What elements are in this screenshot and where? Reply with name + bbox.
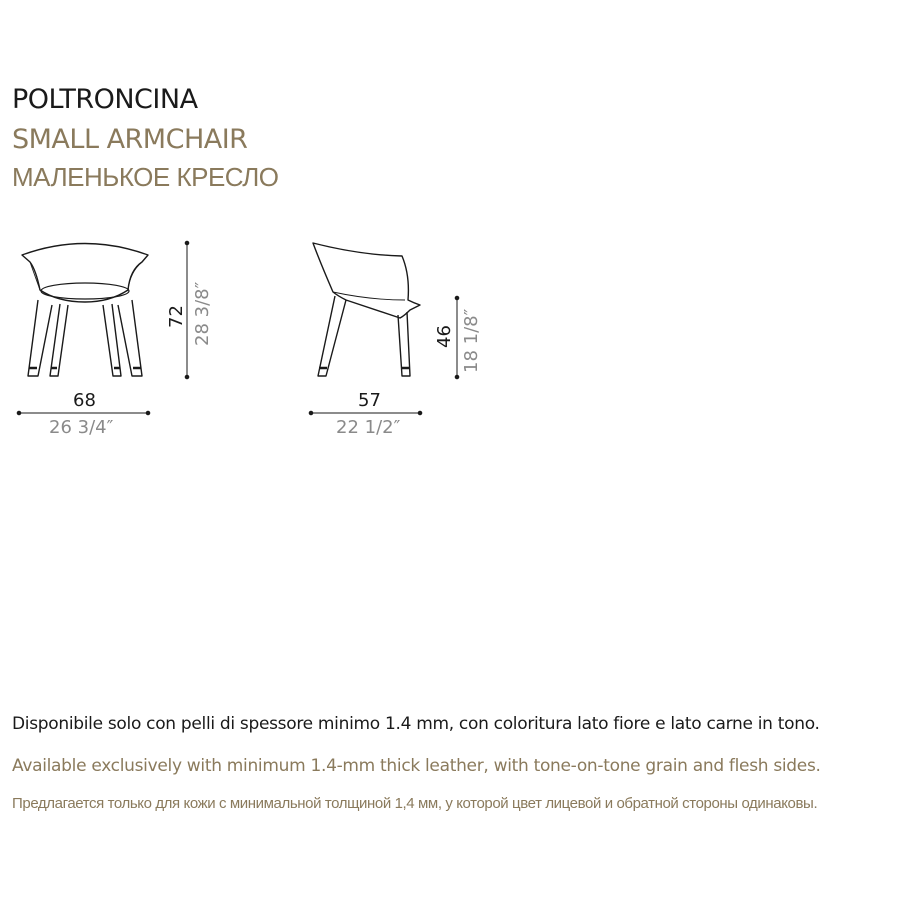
front-leg-left: [28, 300, 52, 376]
note-english: Available exclusively with minimum 1.4-mm thick leather, with tone-on-tone grain and flesh sides.: [12, 756, 821, 776]
front-leg-inner-left: [50, 304, 68, 376]
side-shell-outline: [313, 243, 420, 318]
front-leg-right: [118, 300, 142, 376]
front-height-cm-label: 72: [166, 305, 187, 328]
front-height-in-label: 28 3/8″: [192, 281, 213, 346]
front-width-dimension: [17, 411, 150, 415]
side-depth-cm-label: 57: [358, 390, 381, 411]
side-depth-in-label: 22 1/2″: [336, 417, 401, 438]
front-width-cm-label: 68: [73, 390, 96, 411]
side-seat-height-cm-label: 46: [434, 325, 455, 348]
side-view-armchair: [313, 243, 420, 376]
front-inner-shell: [30, 262, 142, 290]
side-leg-front: [398, 312, 410, 376]
side-seat-height-dimension: [455, 296, 459, 379]
front-view-armchair: [22, 244, 148, 377]
title-russian: МАЛЕНЬКОЕ КРЕСЛО: [12, 162, 279, 192]
side-seat-height-in-label: 18 1/8″: [461, 308, 482, 373]
front-width-in-label: 26 3/4″: [49, 417, 114, 438]
front-leg-inner-right: [103, 304, 121, 376]
title-english: SMALL ARMCHAIR: [12, 124, 248, 155]
title-italian: POLTRONCINA: [12, 84, 198, 115]
front-seat-cushion: [41, 283, 129, 299]
note-russian: Предлагается только для кожи с минимальной толщиной 1,4 мм, у которой цвет лицевой и обратной стороны одинаковы.: [12, 795, 818, 812]
note-italian: Disponibile solo con pelli di spessore minimo 1.4 mm, con coloritura lato fiore e lato carne in tono.: [12, 714, 820, 734]
side-depth-dimension: [309, 411, 422, 415]
side-leg-back: [318, 296, 346, 376]
front-backrest-outline: [22, 244, 148, 303]
